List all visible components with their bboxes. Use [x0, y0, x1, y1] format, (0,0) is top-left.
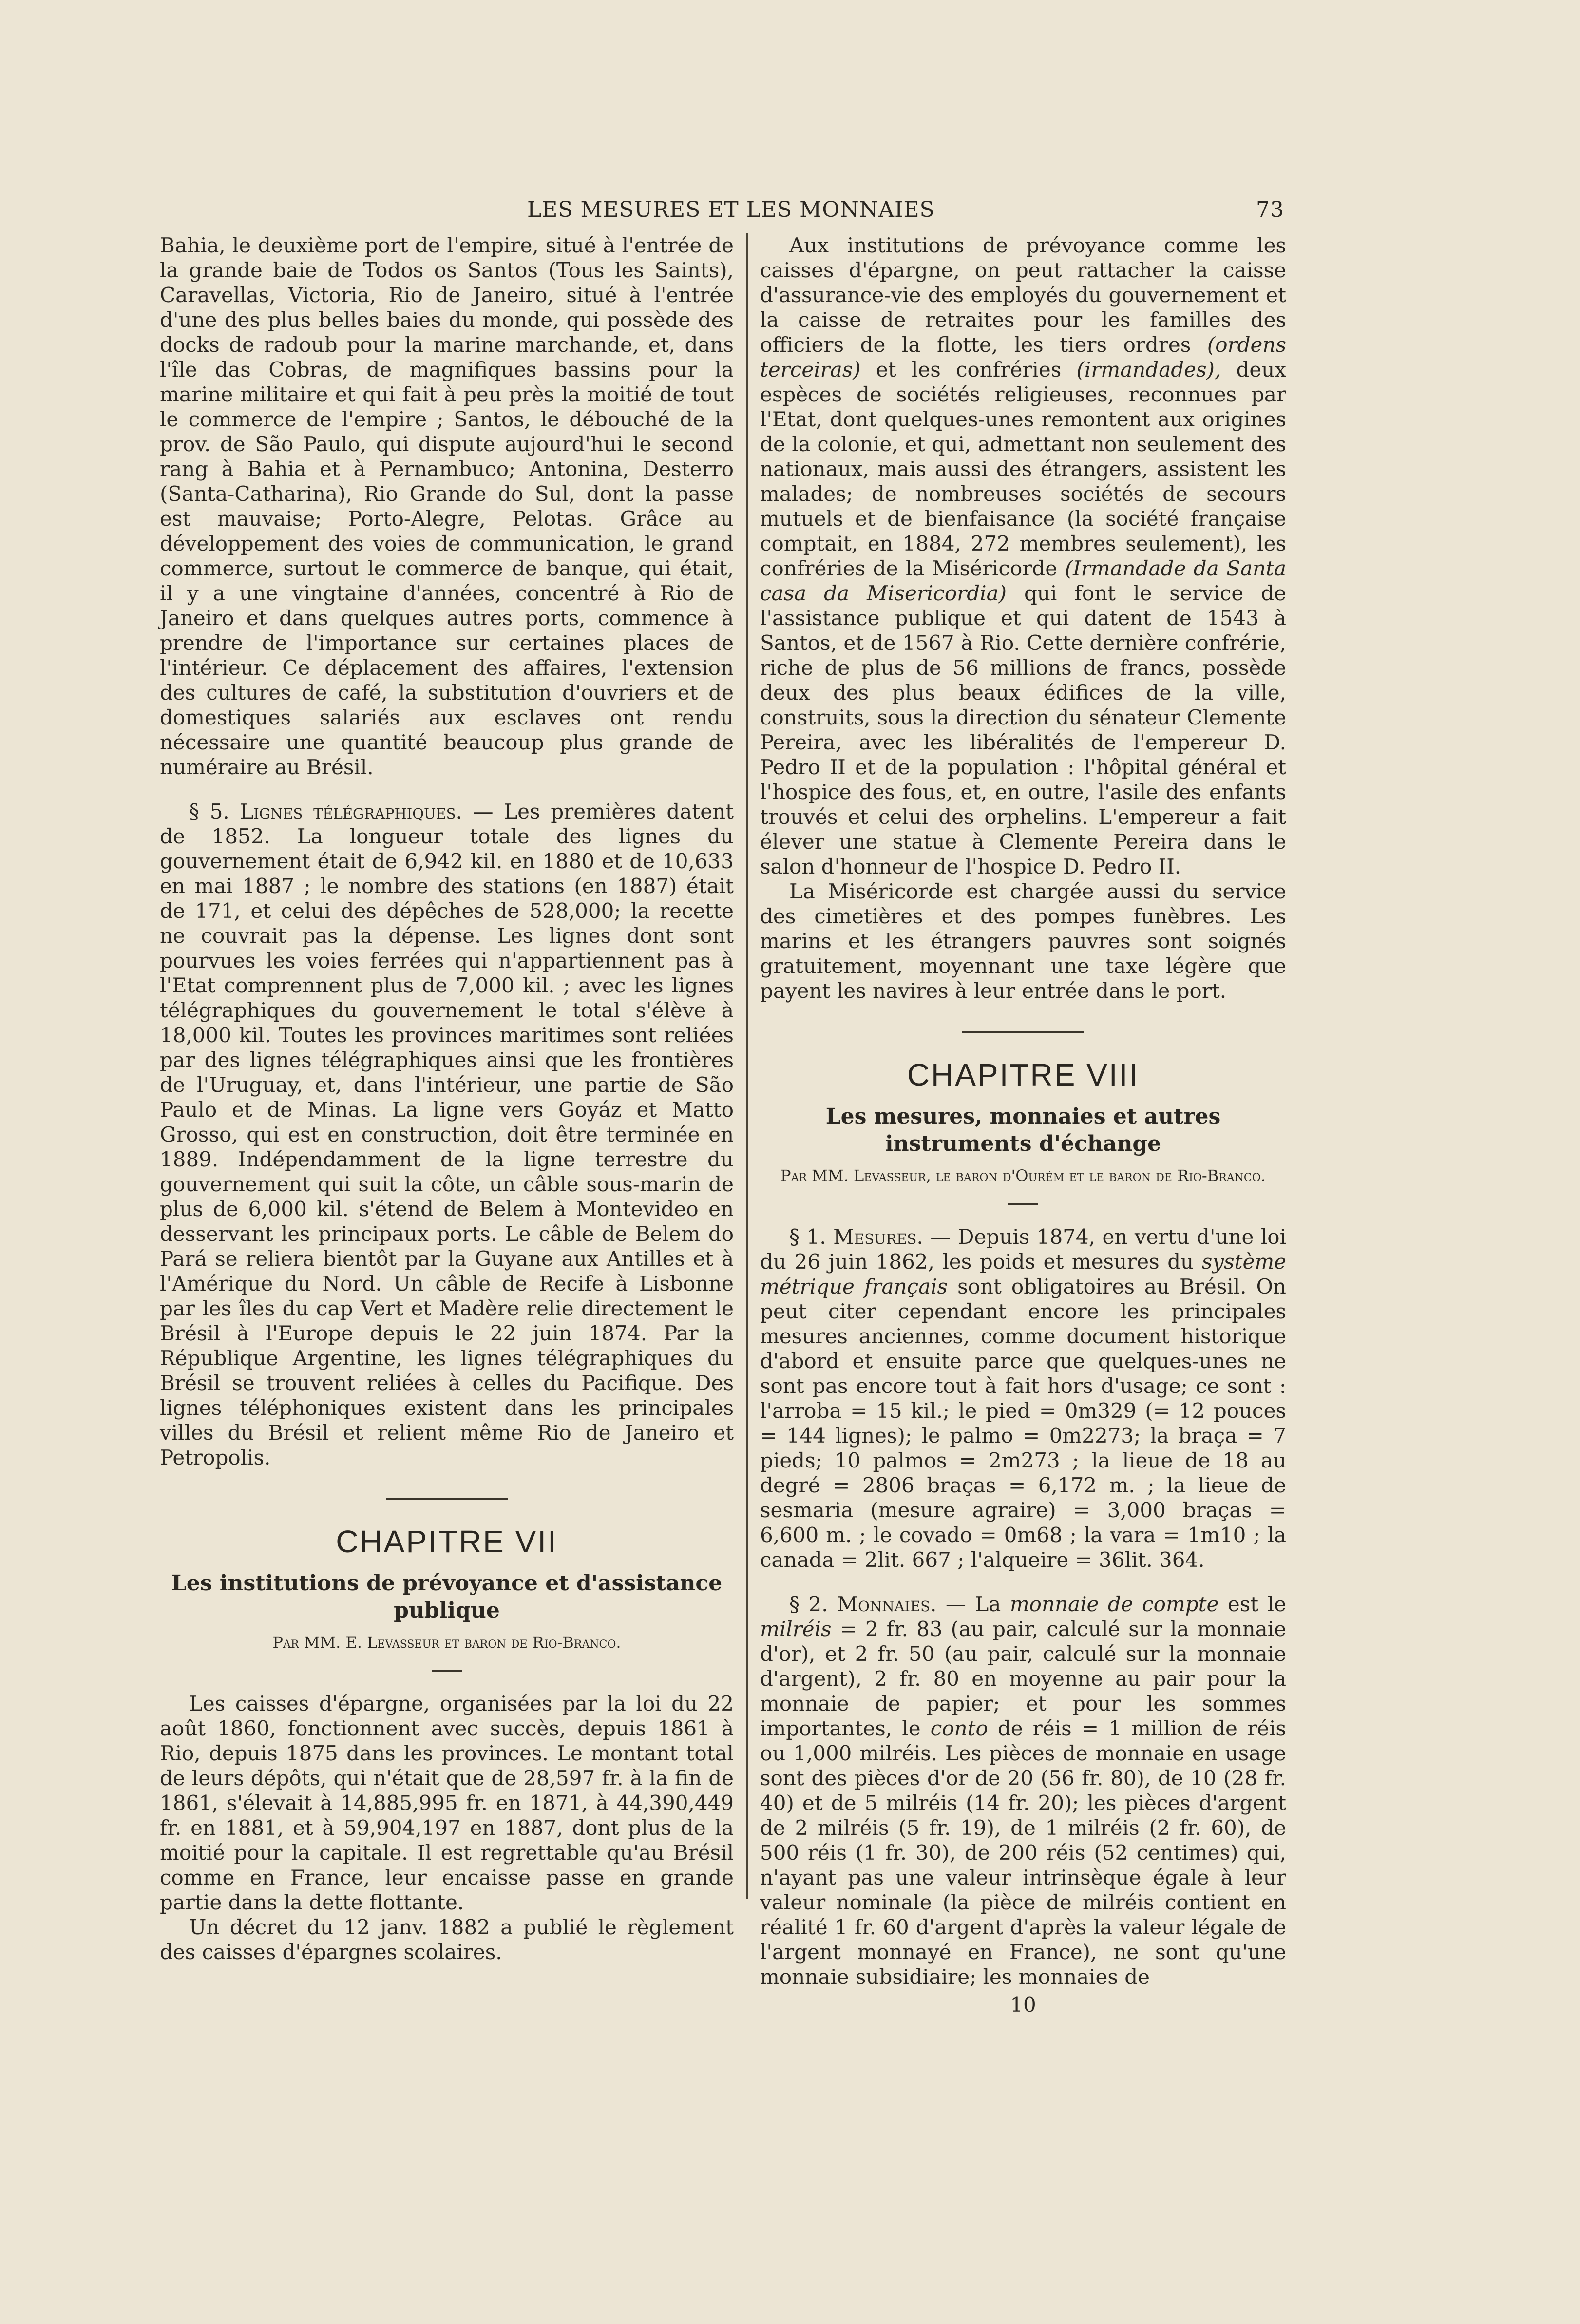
short-divider: [1008, 1203, 1038, 1205]
italic-term: conto: [930, 1716, 988, 1740]
text-run: qui font le service de l'assistance publique et qui datent de 1543 à Santos, et de 1567 à Rio. Cette dernière confrérie, riche de plus de 56 millions de francs, possède deux des plus beaux édifices de la ville, construits, sous la direction du sénateur Clemente Pereira, avec les libéralités de l'empereur D. Pedro II et de la population : l'hôpital général et l'hospice des fous, et, en outre, l'asile des enfants trouvés et celui des orphelins. L'empereur a fait élever une statue à Clemente Pereira dans le salon d'honneur de l'hospice D. Pedro II.: [760, 581, 1286, 878]
chapter-subtitle: Les mesures, monnaies et autres instruments d'échange: [825, 1104, 1221, 1156]
section-divider: [386, 1498, 508, 1500]
italic-term: (ordens terceiras): [760, 333, 1286, 381]
running-title: LES MESURES ET LES MONNAIES: [527, 197, 935, 222]
paragraph-telegraph: [160, 799, 734, 1470]
chapter-title: CHAPITRE VIII: [907, 1057, 1140, 1092]
section-divider: [962, 1031, 1084, 1033]
text-run: deux espèces de sociétés religieuses, reconnues par l'Etat, dont quelques-unes remontent aux origines de la colonie, et qui, admettant non seulement des nationaux, mais aussi des étrangers, assistent les malades; de nombreuses sociétés de secours mutuels et de bienfaisance (la société française comptait, en 1884, 272 membres seulement), les confréries de la Miséricorde: [760, 358, 1287, 580]
text-run: et les confréries: [860, 358, 1077, 381]
text-run: Aux institutions de prévoyance comme les caisses d'épargne, on peut rattacher la caisse d'assurance-vie des employés du gouvernement et la caisse de retraites pour les familles des officiers de la flotte, les tiers ordres: [760, 233, 1286, 357]
italic-term: système métrique français: [760, 1250, 1286, 1298]
italic-term: monnaie de compte: [1009, 1592, 1219, 1616]
section-label: § 2. Monnaies. —: [789, 1592, 966, 1616]
section-label: § 1. Mesures. —: [789, 1225, 951, 1249]
paragraph-decree: Un décret du 12 janv. 1882 a publié le règlement des caisses d'épargnes scolaires.: [160, 1915, 734, 1964]
text-run: La: [966, 1592, 1010, 1616]
right-column: [760, 233, 1286, 2017]
paragraph-money: [760, 1592, 1286, 1989]
short-divider: [432, 1670, 462, 1672]
left-column: [160, 233, 734, 1964]
paragraph-misericorde: La Miséricorde est chargée aussi du service des cimetières et des pompes funèbres. Les marins et les étrangers pauvres sont soignés gratuitement, moyennant une taxe légère que payent les navires à leur entrée dans le port.: [760, 879, 1286, 1003]
chapter-byline: Par MM. Levasseur, le baron d'Ourém et le baron de Rio-Branco.: [780, 1166, 1266, 1185]
signature-mark: 10: [1010, 1993, 1036, 2017]
italic-term: (irmandades),: [1076, 358, 1221, 381]
section-label: § 5. Lignes télégraphiques. —: [189, 800, 494, 823]
paragraph-measures: [760, 1224, 1286, 1572]
italic-term: milréis: [760, 1617, 832, 1641]
running-header: [0, 192, 1580, 227]
text-run: Depuis 1874, en vertu d'une loi du 26 juin 1862, les poids et mesures du: [760, 1225, 1287, 1274]
text-run: de réis = 1 million de réis ou 1,000 milréis. Les pièces de monnaie en usage sont des pièces d'or de 20 (56 fr. 80), de 10 (28 fr. 40) et de 5 milréis (14 fr. 20); les pièces d'argent de 2 milréis (5 fr. 19), de 1 milréis (2 fr. 60), de 500 réis (1 fr. 30), de 200 réis (52 centimes) qui, n'ayant pas une valeur intrinsèque égale à leur valeur nominale (la pièce de milréis contient en réalité 1 fr. 60 d'argent d'après la valeur légale de l'argent monnayé en France), ne sont qu'une monnaie subsidiaire; les monnaies de: [760, 1716, 1286, 1989]
text-run: = 2 fr. 83 (au pair, calculé sur la monnaie d'or), et 2 fr. 50 (au pair, calculé sur la monnaie d'argent), 2 fr. 80 en moyenne au pair pour la monnaie de papier; et pour les sommes importantes, le: [760, 1617, 1286, 1740]
text-run: sont obligatoires au Brésil. On peut citer cependant encore les principales mesures anciennes, comme document historique d'abord et ensuite parce que quelques-unes ne sont pas encore tout à fait hors d'usage; ce sont : l'arroba = 15 kil.; le pied = 0m329 (= 12 pouces = 144 lignes); le palmo = 0m2273; la braça = 7 pieds; 10 palmos = 2m273 ; la lieue de 18 au degré = 2806 braças = 6,172 m. ; la lieue de sesmaria (mesure agraire) = 3,000 braças = 6,600 m. ; le covado = 0m68 ; la vara = 1m10 ; la canada = 2lit. 667 ; l'alqueire = 36lit. 364.: [760, 1275, 1286, 1572]
paragraph-savings: Les caisses d'épargne, organisées par la loi du 22 août 1860, fonctionnent avec succès, depuis 1861 à Rio, depuis 1875 dans les provinces. Le montant total de leurs dépôts, qui n'était que de 28,597 fr. à la fin de 1861, s'élevait à 14,885,995 fr. en 1871, à 44,390,449 fr. en 1881, et à 59,904,197 en 1887, dont plus de la moitié pour la capitale. Il est regrettable qu'au Brésil comme en France, leur encaisse passe en grande partie dans la dette flottante.: [160, 1692, 734, 1914]
section-text: Les premières datent de 1852. La longueur totale des lignes du gouvernement était de 6,942 kil. en 1880 et de 10,633 en mai 1887 ; le nombre des stations (en 1887) était de 171, et celui des dépêches de 528,000; la recette ne couvrait pas la dépense. Les lignes dont sont pourvues les voies ferrées qui n'appartiennent pas à l'Etat comprennent plus de 7,000 kil. ; avec les lignes télégraphiques du gouvernement le total s'élève à 18,000 kil. Toutes les provinces maritimes sont reliées par des lignes télégraphiques ainsi que les frontières de l'Uruguay, et, dans l'intérieur, une partie de São Paulo et de Minas. La ligne vers Goyáz et Matto Grosso, qui est en construction, doit être terminée en 1889. Indépendamment de la ligne terrestre du gouvernement qui suit la côte, un câble sous-marin de plus de 6,000 kil. s'étend de Belem à Montevideo en desservant les principaux ports. Le câble de Belem do Pará se reliera bientôt par la Guyane aux Antilles et à l'Amérique du Nord. Un câble de Recife à Lisbonne par les îles du cap Vert et Madère relie directement le Brésil à l'Europe depuis le 22 juin 1874. Par la République Argentine, les lignes télégraphiques du Brésil se trouvent reliées à celles du Pacifique. Des lignes téléphoniques existent dans les principales villes du Brésil et relient même Rio de Janeiro et Petropolis.: [160, 800, 734, 1469]
paragraph-ports: Bahia, le deuxième port de l'empire, situé à l'entrée de la grande baie de Todos os Santos (Tous les Saints), Caravellas, Victoria, Rio de Janeiro, situé à l'entrée d'une des plus belles baies du monde, qui possède des docks de radoub pour la marine marchande, et, dans l'île das Cobras, de magnifiques bassins pour la marine militaire et qui fait à peu près la moitié de tout le commerce de l'empire ; Santos, le débouché de la prov. de São Paulo, qui dispute aujourd'hui le second rang à Bahia et à Pernambuco; Antonina, Desterro (Santa-Catharina), Rio Grande do Sul, dont la passe est mauvaise; Porto-Alegre, Pelotas. Grâce au développement des voies de communication, le grand commerce, surtout le commerce de banque, qui était, il y a une vingtaine d'années, concentré à Rio de Janeiro et dans quelques autres ports, commence à prendre de l'importance sur certaines places de l'intérieur. Ce déplacement des affaires, l'extension des cultures de café, la substitution d'ouvriers et de domestiques salariés aux esclaves ont rendu nécessaire une quantité beaucoup plus grande de numéraire au Brésil.: [160, 233, 734, 779]
chapter-subtitle: Les institutions de prévoyance et d'assistance publique: [171, 1571, 723, 1623]
text-run: est le: [1218, 1592, 1286, 1616]
chapter-title: CHAPITRE VII: [336, 1524, 558, 1559]
column-divider: [746, 233, 748, 1899]
italic-term: (Irmandade da Santa casa da Misericordia): [760, 556, 1287, 605]
page-number: 73: [1256, 197, 1284, 222]
chapter-byline: Par MM. E. Levasseur et baron de Rio-Branco.: [272, 1633, 621, 1652]
paragraph-provident: [760, 233, 1286, 879]
